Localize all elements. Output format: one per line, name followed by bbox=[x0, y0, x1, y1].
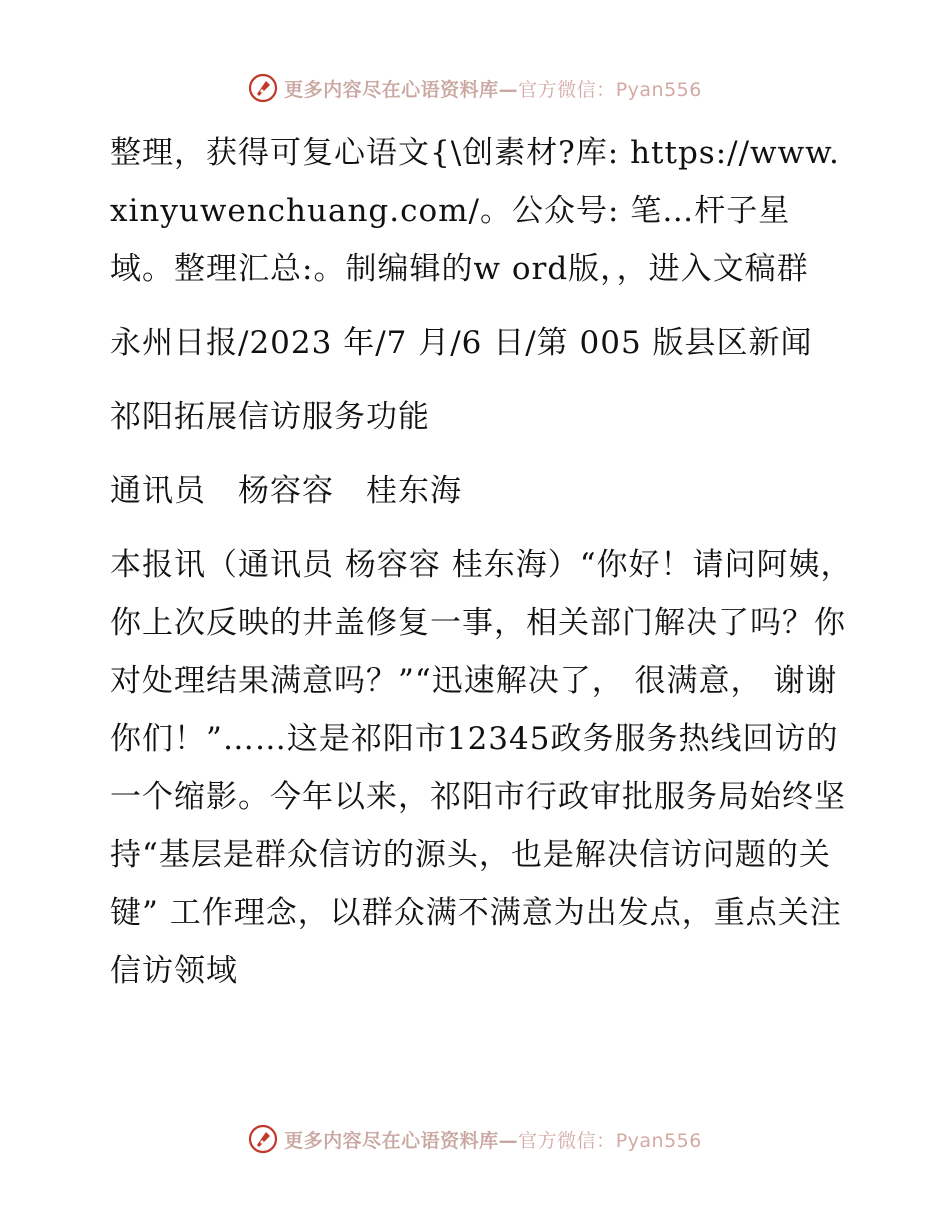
banner-wechat-label: 官方微信： bbox=[518, 1129, 616, 1152]
header-watermark-banner bbox=[0, 68, 950, 108]
banner-dash: — bbox=[498, 78, 519, 101]
banner-wechat-id: Pyan556 bbox=[615, 1129, 702, 1152]
intro-paragraph: 整理，获得可复心语文{\创素材?库: https://www.xinyuwenchuang.com/。公众号: 笔…杆子星域。整理汇总:。制编辑的w ord版，，进入文稿群 bbox=[110, 135, 840, 287]
source-line: 永州日报/2023 年/7 月/6 日/第 005 版县区新闻 bbox=[110, 325, 813, 361]
banner-wechat-label: 官方微信： bbox=[518, 78, 616, 101]
banner-text bbox=[284, 1126, 702, 1153]
banner-wechat-id: Pyan556 bbox=[615, 78, 702, 101]
article-body-paragraph: 本报讯（通讯员 杨容容 桂东海）“你好！请问阿姨，你上次反映的井盖修复一事，相关部门解决了吗？你对处理结果满意吗？”“迅速解决了， 很满意， 谢谢你们！”……这是祁阳市12345政务服务热线回访的一个缩影。今年以来，祁阳市行政审批服务局始终坚持“基层是群众信访的源头，也是解决信访问题的关键” 工作理念，以群众满不满意为出发点，重点关注信访领域 bbox=[110, 547, 853, 989]
byline: 通讯员 杨容容 桂东海 bbox=[110, 473, 462, 509]
banner-dash: — bbox=[498, 1129, 519, 1152]
pen-nib-logo-icon bbox=[248, 73, 278, 103]
banner-site-text: 更多内容尽在心语资料库 bbox=[284, 1129, 499, 1152]
footer-watermark-banner bbox=[0, 1119, 950, 1159]
pen-nib-logo-icon bbox=[248, 1124, 278, 1154]
article-title: 祁阳拓展信访服务功能 bbox=[110, 399, 430, 435]
document-body bbox=[98, 124, 853, 1016]
banner-text bbox=[284, 75, 702, 102]
banner-site-text: 更多内容尽在心语资料库 bbox=[284, 78, 499, 101]
